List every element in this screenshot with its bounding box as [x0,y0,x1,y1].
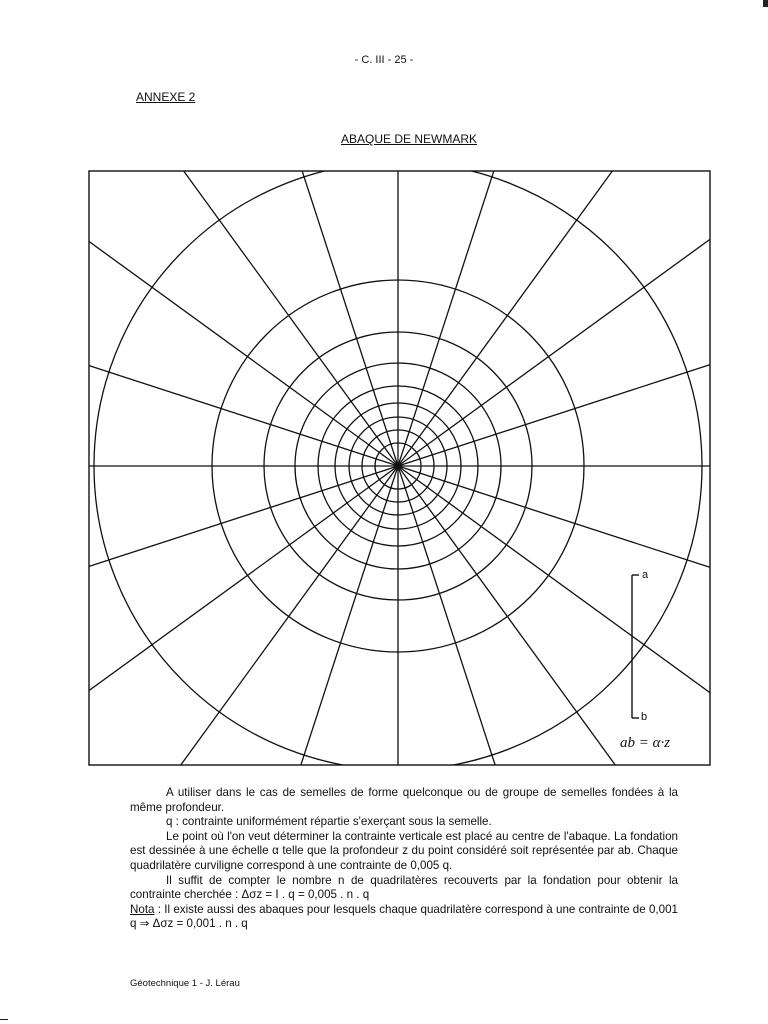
ray-19 [398,0,768,466]
paragraph-usage: A utiliser dans le cas de semelles de forme quelconque ou de groupe de semelles fondées à la même profondeur. [130,786,678,814]
annex-title: ANNEXE 2 [136,90,196,104]
ray-12 [0,157,398,466]
ray-15 [89,0,398,466]
scale-label-a: a [642,569,649,581]
ray-13 [0,0,398,466]
paragraph-count: Il suffit de compter le nombre n de quadrilatères recouverts par la fondation pour obtenir la contrainte cherchée : Δσz = I . q = 0,005 . n . q [130,873,678,902]
chart-title: ABAQUE DE NEWMARK [340,132,478,146]
scale-bar [620,569,670,751]
scale-label-b: b [641,711,648,723]
ray-4 [398,466,768,1024]
scan-mark [763,0,768,7]
ray-3 [398,466,768,1024]
scale-formula: ab = α·z [620,735,671,751]
ray-7 [89,466,398,1024]
paragraph-method: Le point où l'on veut déterminer la contrainte verticale est placé au centre de l'abaque. La fondation est dessinée à une échelle α telle que la profondeur z du point considéré soit représentée par ab. Chaque quadrilatère curviligne correspond à une contrainte de 0,005 q. [130,829,678,872]
body-text [130,786,678,932]
paragraph-nota [130,903,678,932]
footer: Géotechnique 1 - J. Lérau [130,978,240,989]
ray-18 [398,0,768,466]
nota-text: : Il existe aussi des abaques pour lesquels chaque quadrilatère correspond à une contrainte de 0,001 q ⇒ Δσz = 0,001 . n . q [130,902,678,931]
ray-2 [398,466,768,775]
ray-10 [0,466,398,775]
page-number: - C. III - 25 - [354,54,414,66]
scan-mark [0,1019,8,1020]
paragraph-q-definition: q : contrainte uniformément répartie s'exerçant sous la semelle. [166,815,492,829]
ray-20 [398,157,768,466]
nota-label: Nota [130,902,155,916]
ray-17 [398,0,707,466]
ray-14 [0,0,398,466]
